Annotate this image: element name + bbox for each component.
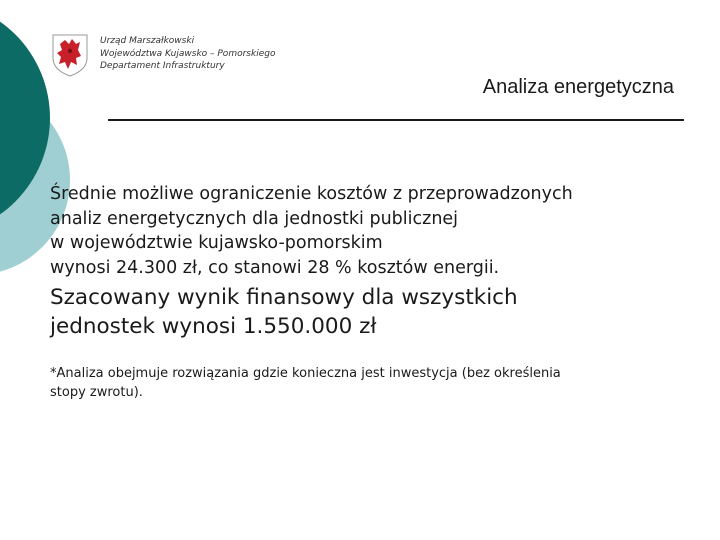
savings-line-2: analiz energetycznych dla jednostki publicznej (50, 208, 459, 229)
savings-line-3: w województwie kujawsko-pomorskim (50, 233, 383, 253)
savings-line-1: Średnie możliwe ograniczenie kosztów z przeprowadzonych (50, 184, 573, 204)
savings-line-4: wynosi 24.300 zł, co stanowi 28 % kosztów energii. (50, 257, 500, 278)
savings-paragraph (50, 182, 700, 280)
slide-body (50, 182, 700, 402)
footnote-line-1: *Analiza obejmuje rozwiązania gdzie konieczna jest inwestycja (bez określenia (50, 366, 561, 381)
org-line-3: Departament Infrastruktury (100, 61, 225, 71)
footnote-paragraph (50, 364, 700, 402)
financial-result-paragraph (50, 283, 700, 341)
organization-name (100, 35, 275, 73)
title-underline (108, 119, 684, 121)
org-line-2: Województwa Kujawsko – Pomorskiego (100, 48, 276, 59)
coat-of-arms-icon (50, 32, 90, 78)
footnote-line-2: stopy zwrotu). (50, 385, 143, 400)
financial-line-2: jednostek wynosi 1.550.000 zł (50, 314, 377, 339)
org-line-1: Urząd Marszałkowski (100, 36, 195, 46)
financial-line-1: Szacowany wynik finansowy dla wszystkich (50, 285, 518, 310)
slide-title: Analiza energetyczna (482, 76, 674, 98)
